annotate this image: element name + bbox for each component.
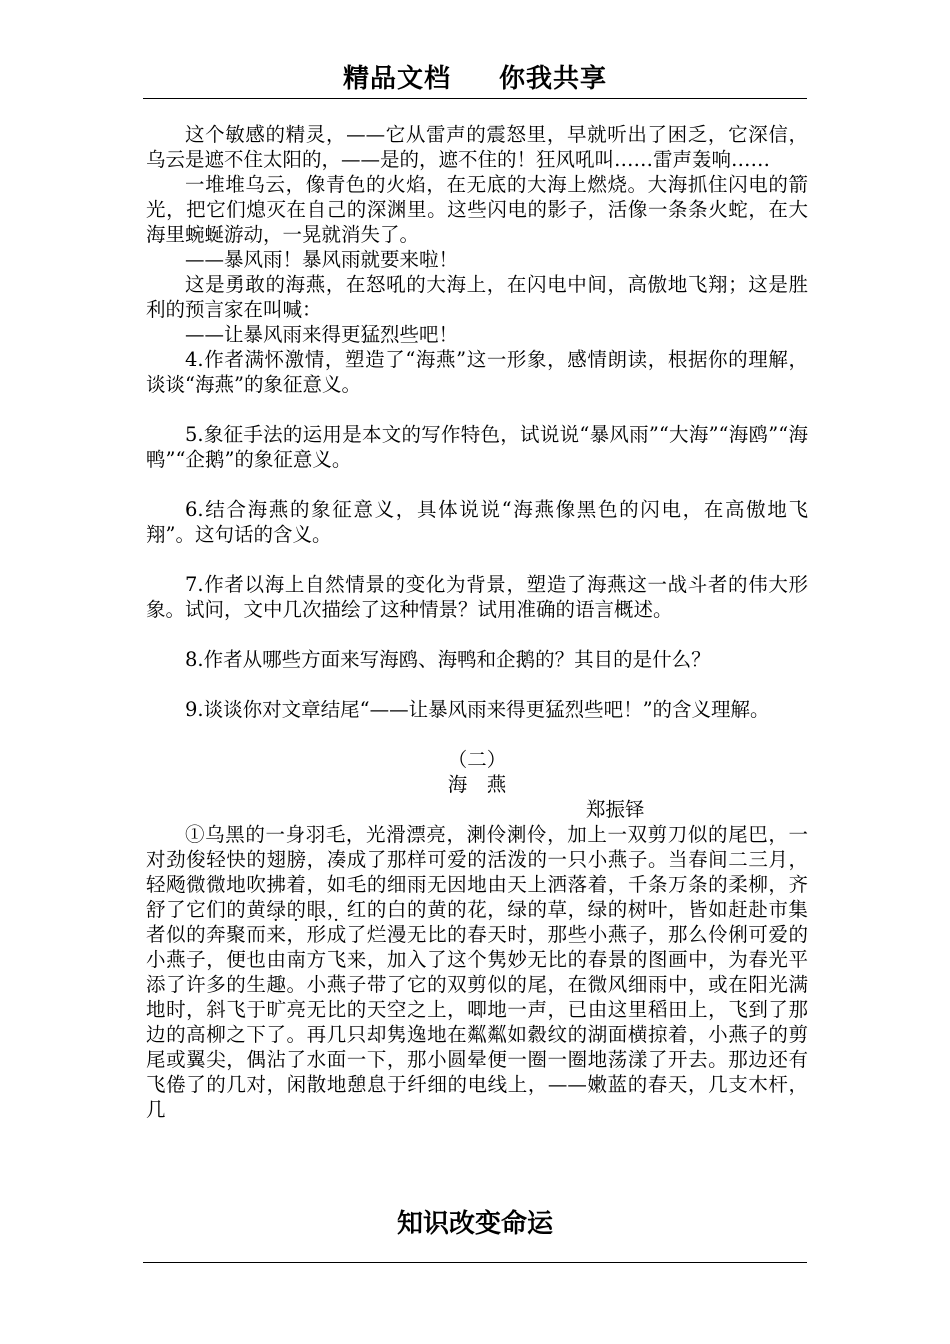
document-body <box>146 122 808 1122</box>
header-left-text: 精品文档 <box>342 64 451 94</box>
paragraph: ——让暴风雨来得更猛烈些吧！ <box>185 323 459 346</box>
question-8: 8.作者从哪些方面来写海鸥、海鸭和企鹅的？其目的是什么？ <box>185 648 711 671</box>
emphasis-char: 黄 <box>246 898 267 921</box>
emphasis-char: 绿 <box>266 898 287 921</box>
section-number: （二） <box>447 748 507 771</box>
header-right-text: 你我共享 <box>499 64 608 94</box>
section-title: 海 燕 <box>447 773 507 796</box>
paragraph: 一堆堆乌云，像青色的火焰，在无底的大海上燃烧。大海抓住闪电的箭光，把它们熄灭在自己的深渊里。这些闪电的影子，活像一条条火蛇，在大海里蜿蜒游动，一晃就消失了。 <box>146 173 808 246</box>
paragraph: 这是勇敢的海燕，在怒吼的大海上，在闪电中间，高傲地飞翔；这是胜利的预言家在叫喊： <box>146 273 808 321</box>
header-rule <box>143 98 807 99</box>
paragraph: 这个敏感的精灵，——它从雷声的震怒里，早就听出了困乏，它深信，乌云是遮不住太阳的，——是的，遮不住的！狂风吼叫……雷声轰响…… <box>146 123 808 171</box>
question-7: 7.作者以海上自然情景的变化为背景，塑造了海燕这一战斗者的伟大形象。试问，文中几次描绘了这种情景？试用准确的语言概述。 <box>146 573 808 621</box>
section-author: 郑振铎 <box>586 798 645 821</box>
question-6: 6.结合海燕的象征意义，具体说说“海燕像黑色的闪电，在高傲地飞翔”。这句话的含义。 <box>146 498 808 546</box>
footer-rule <box>143 1262 807 1263</box>
passage-text: ①乌黑的一身羽毛，光滑漂亮，溂伶溂伶，加上一双剪刀似的尾巴，一对劲俊轻快的翅膀，凑成了那样可爱的活泼的一只小燕子。当春间二三月，轻飏微微地吹拂着，如毛的细雨无因地由天上洒落着，千条万条的柔柳，齐舒了它们的 <box>146 823 808 921</box>
passage-paragraph <box>146 822 808 1122</box>
question-4: 4.作者满怀激情，塑造了“海燕”这一形象，感情朗读，根据你的理解，谈谈“海燕”的象征意义。 <box>146 348 808 396</box>
question-5: 5.象征手法的运用是本文的写作特色，试说说“暴风雨”“大海”“海鸥”“海鸭”“企鹅”的象征意义。 <box>146 423 808 471</box>
emphasis-char: 眼 <box>306 898 327 921</box>
question-9: 9.谈谈你对文章结尾“——让暴风雨来得更猛烈些吧！”的含义理解。 <box>185 698 770 721</box>
paragraph: ——暴风雨！暴风雨就要来啦！ <box>185 248 459 271</box>
page-header <box>143 60 807 98</box>
emphasis-char: 的 <box>286 898 307 921</box>
page-footer: 知识改变命运 <box>396 1209 553 1239</box>
passage-text: ，红的白的黄的花，绿的草，绿的树叶，皆如赶赴市集者似的奔聚而来，形成了烂漫无比的春天时，那些小燕子，那么伶俐可爱的小燕子，便也由南方飞来，加入了这个隽妙无比的春景的图画中，为春光平添了许多的生趣。小燕子带了它的双剪似的尾，在微风细雨中，或在阳光满地时，斜飞于旷亮无比的天空之上，唧地一声，已由这里稻田上，飞到了那边的高柳之下了。再几只却隽逸地在粼粼如縠纹的湖面横掠着，小燕子的剪尾或翼尖，偶沾了水面一下，那小圆晕便一圈一圈地荡漾了开去。那边还有飞倦了的几对，闲散地憩息于纤细的电线上，——嫩蓝的春天，几支木杆，几 <box>146 898 808 1121</box>
